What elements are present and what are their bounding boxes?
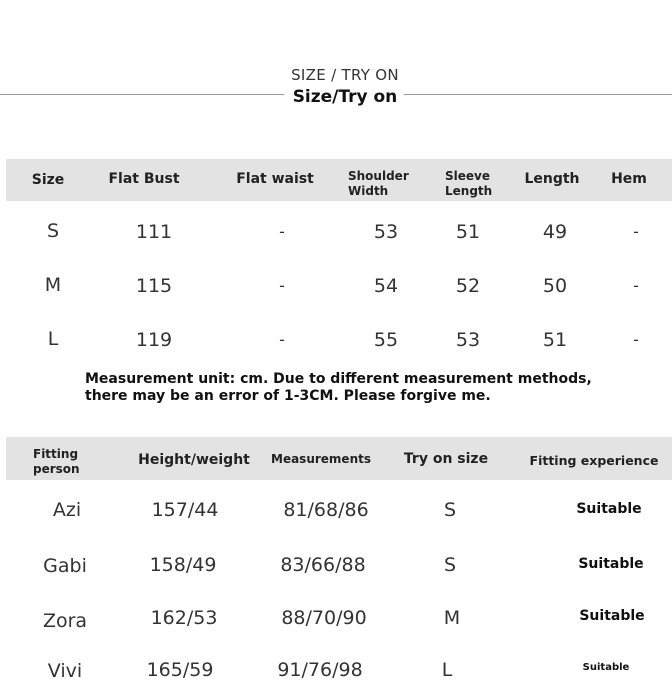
fit-cell-experience: Suitable bbox=[579, 608, 645, 624]
size-col-hem: Hem bbox=[611, 171, 647, 187]
fit-cell: Vivi bbox=[47, 660, 83, 682]
fit-col-measurements: Measurements bbox=[271, 452, 371, 466]
fit-cell: S bbox=[443, 499, 457, 521]
size-cell: 53 bbox=[373, 221, 399, 243]
fit-cell: M bbox=[443, 607, 461, 629]
size-cell: - bbox=[279, 330, 285, 349]
fit-cell: L bbox=[441, 659, 453, 681]
fit-cell: S bbox=[443, 554, 457, 576]
size-cell: 111 bbox=[135, 221, 173, 243]
size-cell: 53 bbox=[455, 329, 481, 351]
fit-cell-experience: Suitable bbox=[582, 662, 630, 673]
size-cell: - bbox=[633, 222, 639, 241]
fit-col-person: Fitting person bbox=[33, 447, 80, 476]
size-col-sleeve-length: Sleeve Length bbox=[445, 169, 493, 198]
fit-cell: 165/59 bbox=[146, 659, 214, 681]
size-cell: 50 bbox=[542, 275, 568, 297]
size-cell: - bbox=[279, 222, 285, 241]
fit-cell: 158/49 bbox=[149, 554, 217, 576]
size-cell: L bbox=[47, 328, 59, 350]
size-cell: - bbox=[633, 330, 639, 349]
fit-col-try-on-size: Try on size bbox=[403, 451, 489, 467]
size-cell: 52 bbox=[455, 275, 481, 297]
fit-cell: Azi bbox=[52, 499, 82, 521]
fit-cell: 88/70/90 bbox=[281, 607, 367, 629]
section-subtitle: SIZE / TRY ON bbox=[291, 66, 399, 84]
size-cell: 115 bbox=[135, 275, 173, 297]
size-cell: 55 bbox=[373, 329, 399, 351]
size-cell: 51 bbox=[542, 329, 568, 351]
size-cell: 119 bbox=[135, 329, 173, 351]
size-cell: M bbox=[44, 274, 62, 296]
fit-cell: 162/53 bbox=[150, 607, 218, 629]
fit-cell: Zora bbox=[42, 610, 88, 632]
size-cell: - bbox=[279, 276, 285, 295]
size-col-length: Length bbox=[524, 171, 580, 187]
size-cell: - bbox=[633, 276, 639, 295]
size-cell: 49 bbox=[542, 221, 568, 243]
size-cell: 51 bbox=[455, 221, 481, 243]
fit-cell: 81/68/86 bbox=[283, 499, 369, 521]
size-col-shoulder-width: Shoulder Width bbox=[348, 169, 409, 198]
fit-cell: Gabi bbox=[43, 555, 87, 577]
size-cell: 54 bbox=[373, 275, 399, 297]
size-col-flat-bust: Flat Bust bbox=[108, 171, 180, 187]
fit-cell: 157/44 bbox=[151, 499, 219, 521]
size-cell: S bbox=[46, 220, 60, 242]
fit-col-height-weight: Height/weight bbox=[138, 452, 250, 468]
fit-col-fitting-experience: Fitting experience bbox=[529, 453, 659, 468]
measurement-note: Measurement unit: cm. Due to different measurement methods, there may be an error of 1-3CM. Please forgive me. bbox=[85, 371, 592, 404]
size-col-flat-waist: Flat waist bbox=[236, 171, 314, 187]
fit-cell-experience: Suitable bbox=[578, 556, 644, 572]
page-title: Size/Try on bbox=[292, 87, 398, 107]
fit-cell: 83/66/88 bbox=[280, 554, 366, 576]
size-col-size: Size bbox=[31, 172, 65, 188]
fit-cell-experience: Suitable bbox=[576, 501, 642, 517]
fit-cell: 91/76/98 bbox=[277, 659, 363, 681]
